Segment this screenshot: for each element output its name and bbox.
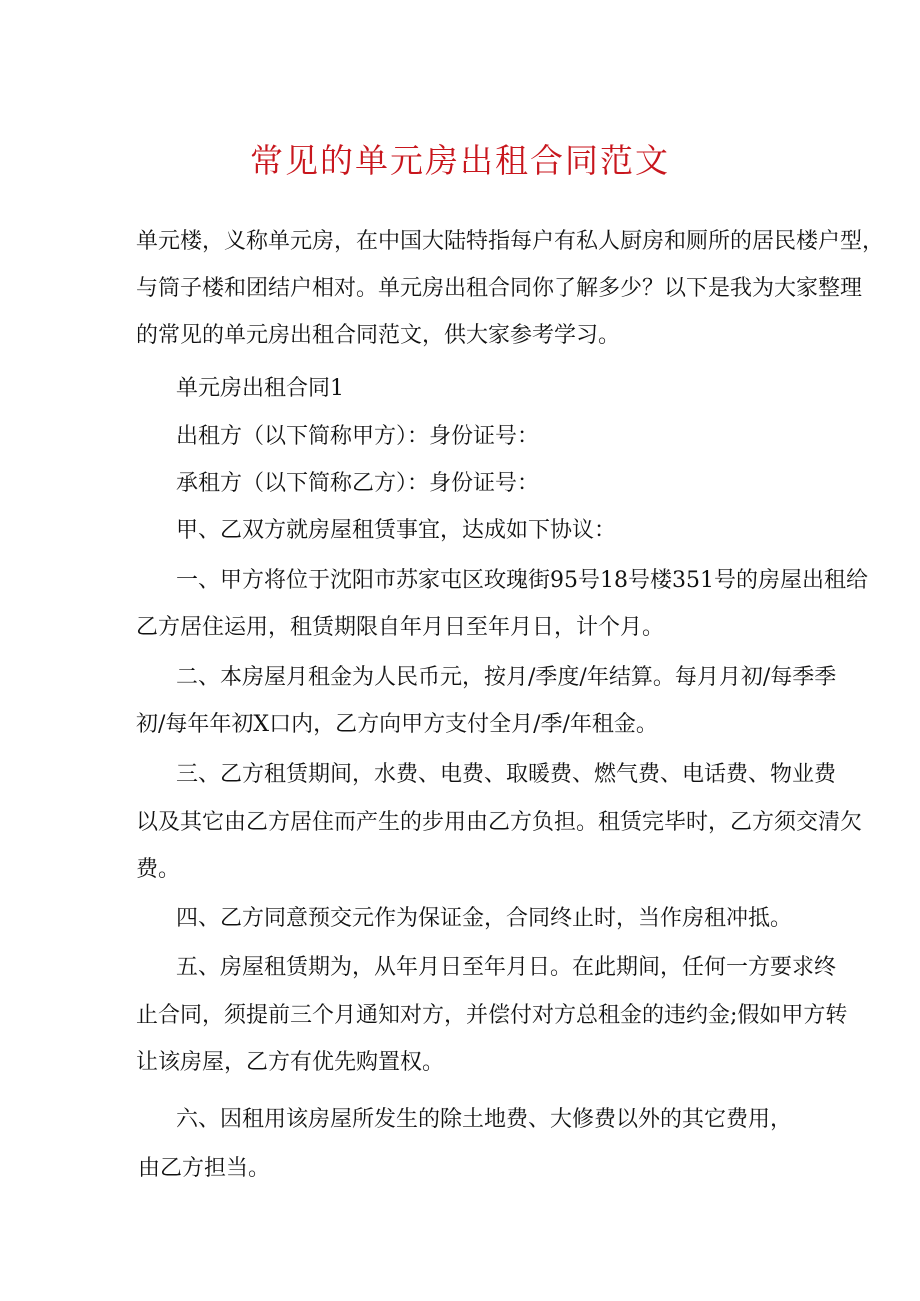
- clause-5-line-1: 五、房屋租赁期为，从年月日至年月日。在此期间，任何一方要求终: [176, 955, 837, 980]
- document-title: 常见的单元房出租合同范文: [250, 141, 670, 180]
- clause-2-line-1: 二、本房屋月租金为人民币元，按月/季度/年结算。每月月初/每季季: [176, 665, 837, 690]
- clause-5-line-3: 让该房屋，乙方有优先购置权。: [136, 1050, 445, 1075]
- intro-line-2: 与筒子楼和团结户相对。单元房出租合同你了解多少？以下是我为大家整理: [136, 276, 863, 301]
- clause-3-line-1: 三、乙方租赁期间，水费、电费、取暖费、燃气费、电话费、物业费: [176, 762, 837, 787]
- clause-6-line-1: 六、因租用该房屋所发生的除土地费、大修费以外的其它费用，: [176, 1107, 793, 1132]
- intro-line-1: 单元楼，义称单元房，在中国大陆特指每户有私人厨房和厕所的居民楼户型，: [136, 229, 885, 254]
- clause-6-line-2: 由乙方担当。: [138, 1156, 271, 1181]
- clause-3-line-2: 以及其它由乙方居住而产生的步用由乙方负担。租赁完毕时，乙方须交清欠: [136, 810, 863, 835]
- intro-line-3: 的常见的单元房出租合同范文，供大家参考学习。: [136, 323, 621, 348]
- party-b-line: 承租方（以下简称乙方）：身份证号：: [176, 471, 540, 496]
- contract-heading: 单元房出租合同1: [176, 376, 344, 401]
- clause-4-line-1: 四、乙方同意预交元作为保证金，合同终止时，当作房租冲抵。: [176, 906, 793, 931]
- clause-1-line-2: 乙方居住运用，租赁期限自年月日至年月日，计个月。: [136, 615, 665, 640]
- clause-1-line-1: 一、甲方将位于沈阳市苏家屯区玫瑰街95号18号楼351号的房屋出租给: [176, 568, 868, 593]
- agreement-line: 甲、乙双方就房屋租赁事宜，达成如下协议：: [176, 518, 617, 543]
- clause-5-line-2: 止合同，须提前三个月通知对方，并偿付对方总租金的违约金;假如甲方转: [136, 1003, 848, 1028]
- party-a-line: 出租方（以下简称甲方）：身份证号：: [176, 424, 540, 449]
- clause-2-line-2: 初/每年年初X口内，乙方向甲方支付全月/季/年租金。: [136, 712, 658, 737]
- clause-3-line-3: 费。: [136, 857, 181, 882]
